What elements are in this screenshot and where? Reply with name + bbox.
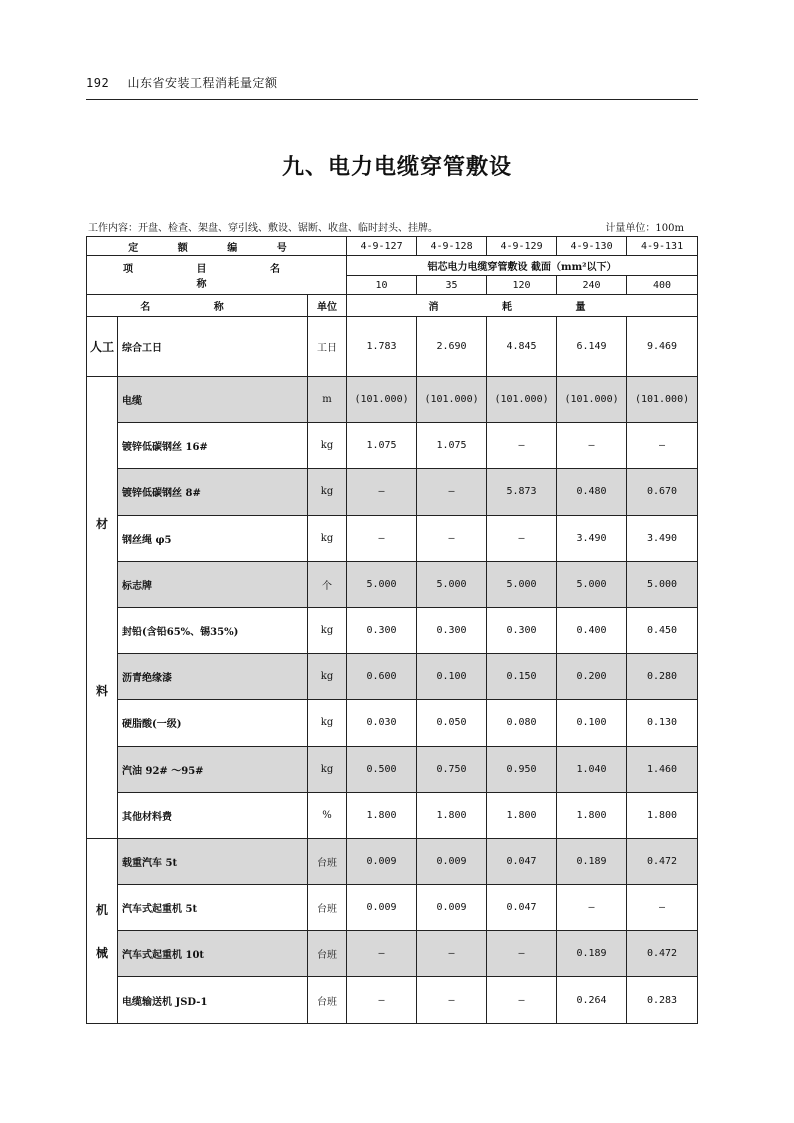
consumption-value: 0.950 bbox=[487, 746, 557, 792]
consumption-value: 0.600 bbox=[347, 654, 417, 700]
quota-code-row bbox=[87, 237, 698, 256]
page-number: 192 bbox=[86, 76, 110, 90]
item-unit: kg bbox=[308, 515, 347, 561]
item-name: 封铅(含铅65%、锡35%) bbox=[118, 607, 308, 653]
consumption-value: — bbox=[347, 515, 417, 561]
size-value: 240 bbox=[557, 276, 627, 295]
consumption-value: 1.800 bbox=[347, 792, 417, 838]
consumption-value: — bbox=[487, 515, 557, 561]
column-header-row bbox=[87, 295, 698, 317]
item-unit: % bbox=[308, 792, 347, 838]
item-unit: kg bbox=[308, 700, 347, 746]
consumption-value: 1.075 bbox=[417, 423, 487, 469]
item-unit: 工日 bbox=[308, 317, 347, 377]
machinery-row bbox=[87, 977, 698, 1023]
item-name: 汽车式起重机 10t bbox=[118, 931, 308, 977]
quota-code-label: 定 额 编 号 bbox=[87, 237, 347, 256]
consumption-value: 1.800 bbox=[627, 792, 698, 838]
consumption-value: 5.000 bbox=[347, 561, 417, 607]
item-name: 硬脂酸(一级) bbox=[118, 700, 308, 746]
consumption-value: 0.670 bbox=[627, 469, 698, 515]
consumption-value: — bbox=[487, 931, 557, 977]
materials-row bbox=[87, 515, 698, 561]
consumption-value: — bbox=[417, 469, 487, 515]
consumption-value: 0.189 bbox=[557, 838, 627, 884]
item-name: 镀锌低碳钢丝 16# bbox=[118, 423, 308, 469]
consumption-value: 0.283 bbox=[627, 977, 698, 1023]
book-title: 山东省安装工程消耗量定额 bbox=[127, 76, 278, 90]
consumption-value: — bbox=[487, 423, 557, 469]
consumption-value: 0.450 bbox=[627, 607, 698, 653]
consumption-value: 0.300 bbox=[487, 607, 557, 653]
materials-category-label: 材 bbox=[95, 517, 108, 532]
consumption-value: 0.280 bbox=[627, 654, 698, 700]
consumption-value: 0.130 bbox=[627, 700, 698, 746]
item-unit: m bbox=[308, 377, 347, 423]
machinery-category-cell bbox=[87, 838, 118, 1023]
consumption-value: — bbox=[627, 423, 698, 469]
materials-row bbox=[87, 607, 698, 653]
consumption-value: 0.300 bbox=[417, 607, 487, 653]
consumption-value: — bbox=[627, 885, 698, 931]
consumption-value: 5.000 bbox=[627, 561, 698, 607]
item-name: 综合工日 bbox=[118, 317, 308, 377]
consumption-value: 6.149 bbox=[557, 317, 627, 377]
quota-code: 4-9-131 bbox=[627, 237, 698, 256]
item-unit: kg bbox=[308, 607, 347, 653]
quota-code: 4-9-128 bbox=[417, 237, 487, 256]
consumption-value: 0.472 bbox=[627, 931, 698, 977]
item-name: 镀锌低碳钢丝 8# bbox=[118, 469, 308, 515]
consumption-value: 4.845 bbox=[487, 317, 557, 377]
quota-code: 4-9-129 bbox=[487, 237, 557, 256]
consumption-value: 1.800 bbox=[417, 792, 487, 838]
item-name-label: 项 目 名 称 bbox=[87, 256, 347, 295]
materials-category-cell bbox=[87, 377, 118, 839]
item-name: 标志牌 bbox=[118, 561, 308, 607]
machinery-category-label: 机 bbox=[95, 902, 108, 917]
consumption-value: 0.009 bbox=[347, 885, 417, 931]
consumption-value: 0.047 bbox=[487, 838, 557, 884]
item-name: 电缆 bbox=[118, 377, 308, 423]
materials-row bbox=[87, 792, 698, 838]
item-unit: 个 bbox=[308, 561, 347, 607]
materials-row bbox=[87, 377, 698, 423]
machinery-row bbox=[87, 838, 698, 884]
consumption-value: 9.469 bbox=[627, 317, 698, 377]
item-name: 电缆输送机 JSD-1 bbox=[118, 977, 308, 1023]
consumption-value: — bbox=[347, 469, 417, 515]
section-title: 九、电力电缆穿管敷设 bbox=[281, 155, 512, 180]
consumption-value: — bbox=[417, 977, 487, 1023]
item-unit: 台班 bbox=[308, 885, 347, 931]
consumption-column-header: 消 耗 量 bbox=[347, 295, 698, 317]
labor-row bbox=[87, 317, 698, 377]
labor-category-label: 人工 bbox=[89, 340, 114, 354]
consumption-value: 0.300 bbox=[347, 607, 417, 653]
materials-row bbox=[87, 469, 698, 515]
consumption-value: (101.000) bbox=[417, 377, 487, 423]
unit-column-header: 单位 bbox=[308, 295, 347, 317]
consumption-value: 5.000 bbox=[557, 561, 627, 607]
materials-row bbox=[87, 423, 698, 469]
consumption-value: 0.009 bbox=[417, 838, 487, 884]
machinery-category-label: 械 bbox=[95, 945, 108, 960]
consumption-value: — bbox=[557, 885, 627, 931]
item-name: 载重汽车 5t bbox=[118, 838, 308, 884]
consumption-value: 2.690 bbox=[417, 317, 487, 377]
consumption-value: 0.100 bbox=[417, 654, 487, 700]
consumption-value: (101.000) bbox=[487, 377, 557, 423]
consumption-value: 1.040 bbox=[557, 746, 627, 792]
consumption-value: 0.100 bbox=[557, 700, 627, 746]
consumption-value: 3.490 bbox=[627, 515, 698, 561]
consumption-value: — bbox=[487, 977, 557, 1023]
item-name: 钢丝绳 φ5 bbox=[118, 515, 308, 561]
consumption-value: 0.264 bbox=[557, 977, 627, 1023]
consumption-value: 0.047 bbox=[487, 885, 557, 931]
consumption-value: 0.050 bbox=[417, 700, 487, 746]
consumption-value: — bbox=[557, 423, 627, 469]
consumption-value: — bbox=[347, 931, 417, 977]
materials-row bbox=[87, 700, 698, 746]
consumption-value: 1.800 bbox=[487, 792, 557, 838]
size-value: 400 bbox=[627, 276, 698, 295]
work-content-line bbox=[88, 219, 694, 234]
consumption-value: 0.189 bbox=[557, 931, 627, 977]
materials-row bbox=[87, 654, 698, 700]
running-header bbox=[86, 74, 698, 91]
consumption-value: 1.800 bbox=[557, 792, 627, 838]
item-unit: 台班 bbox=[308, 838, 347, 884]
item-unit: kg bbox=[308, 469, 347, 515]
consumption-value: — bbox=[417, 515, 487, 561]
consumption-value: 5.873 bbox=[487, 469, 557, 515]
consumption-value: (101.000) bbox=[347, 377, 417, 423]
quota-code: 4-9-130 bbox=[557, 237, 627, 256]
item-name: 其他材料费 bbox=[118, 792, 308, 838]
consumption-value: 0.080 bbox=[487, 700, 557, 746]
item-name: 沥青绝缘漆 bbox=[118, 654, 308, 700]
consumption-value: 1.075 bbox=[347, 423, 417, 469]
consumption-value: 0.009 bbox=[347, 838, 417, 884]
consumption-value: 0.009 bbox=[417, 885, 487, 931]
consumption-value: (101.000) bbox=[627, 377, 698, 423]
consumption-value: 0.200 bbox=[557, 654, 627, 700]
machinery-row bbox=[87, 885, 698, 931]
group-label: 铝芯电力电缆穿管敷设 截面（mm²以下） bbox=[347, 256, 698, 276]
consumption-value: 0.400 bbox=[557, 607, 627, 653]
consumption-value: 5.000 bbox=[417, 561, 487, 607]
consumption-value: 5.000 bbox=[487, 561, 557, 607]
header-rule bbox=[86, 99, 698, 100]
materials-row bbox=[87, 746, 698, 792]
materials-row bbox=[87, 561, 698, 607]
quota-table bbox=[86, 236, 698, 1024]
consumption-value: — bbox=[417, 931, 487, 977]
consumption-value: 0.500 bbox=[347, 746, 417, 792]
item-unit: kg bbox=[308, 654, 347, 700]
item-unit: 台班 bbox=[308, 931, 347, 977]
name-column-header: 名 称 bbox=[87, 295, 308, 317]
unit-of-measure: 计量单位：100m bbox=[605, 223, 684, 234]
work-content: 工作内容：开盘、检查、架盘、穿引线、敷设、锯断、收盘、临时封头、挂牌。 bbox=[88, 223, 438, 234]
consumption-value: 0.750 bbox=[417, 746, 487, 792]
size-value: 10 bbox=[347, 276, 417, 295]
size-value: 120 bbox=[487, 276, 557, 295]
item-name: 汽车式起重机 5t bbox=[118, 885, 308, 931]
consumption-value: 1.460 bbox=[627, 746, 698, 792]
group-row bbox=[87, 256, 698, 276]
materials-category-label: 料 bbox=[95, 684, 108, 699]
machinery-row bbox=[87, 931, 698, 977]
item-unit: kg bbox=[308, 746, 347, 792]
consumption-value: 0.480 bbox=[557, 469, 627, 515]
item-unit: 台班 bbox=[308, 977, 347, 1023]
consumption-value: 0.472 bbox=[627, 838, 698, 884]
consumption-value: (101.000) bbox=[557, 377, 627, 423]
size-value: 35 bbox=[417, 276, 487, 295]
consumption-value: 0.150 bbox=[487, 654, 557, 700]
consumption-value: — bbox=[347, 977, 417, 1023]
consumption-value: 0.030 bbox=[347, 700, 417, 746]
consumption-value: 1.783 bbox=[347, 317, 417, 377]
labor-category-cell bbox=[87, 317, 118, 377]
item-name: 汽油 92# ～95# bbox=[118, 746, 308, 792]
item-unit: kg bbox=[308, 423, 347, 469]
consumption-value: 3.490 bbox=[557, 515, 627, 561]
quota-code: 4-9-127 bbox=[347, 237, 417, 256]
